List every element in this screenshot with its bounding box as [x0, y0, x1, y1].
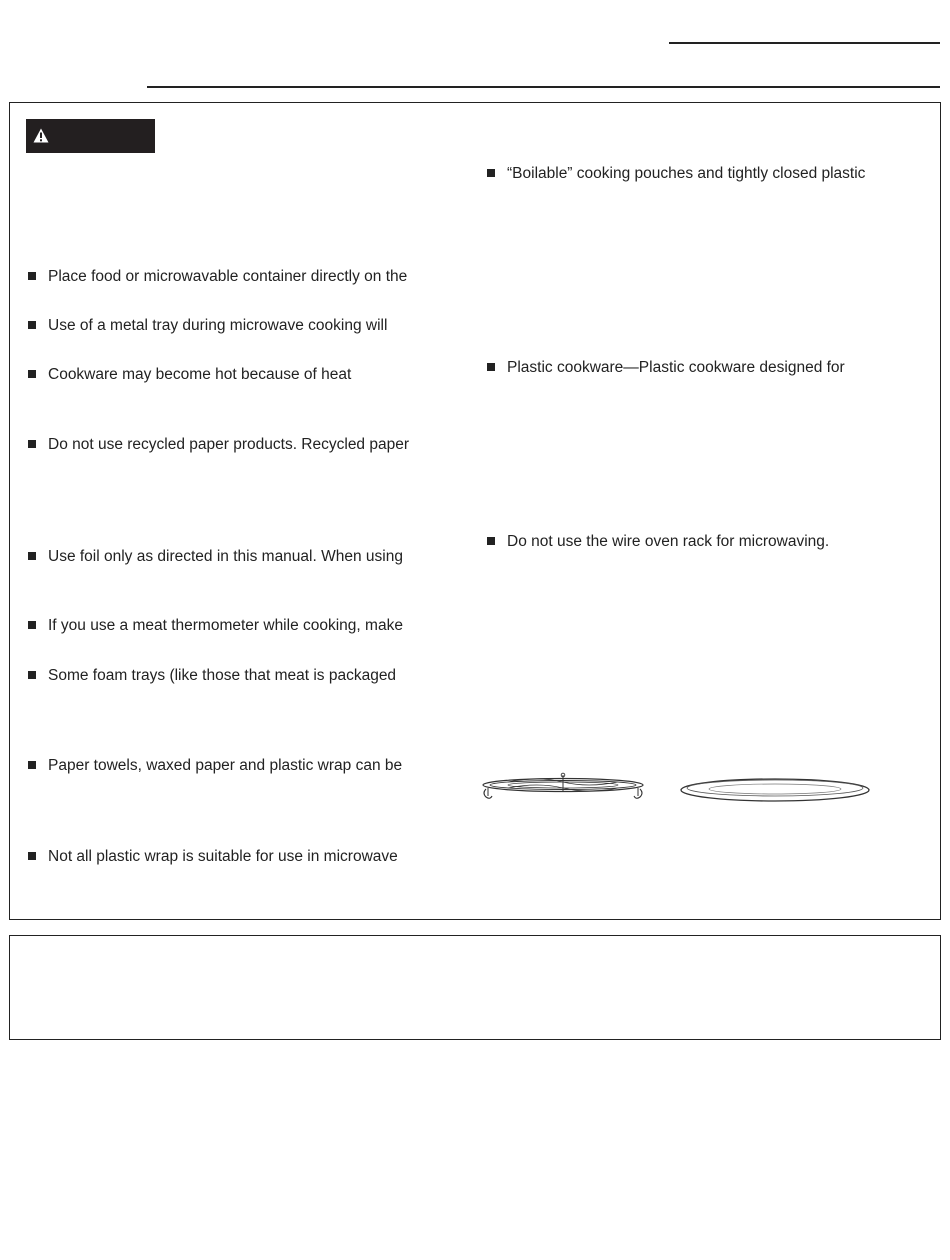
bullet-square-icon — [487, 537, 495, 545]
list-item: “Boilable” cooking pouches and tightly closed plastic — [487, 165, 865, 183]
list-item: Do not use recycled paper products. Recycled paper — [28, 436, 409, 454]
list-item: Do not use the wire oven rack for microwaving. — [487, 533, 829, 551]
bullet-square-icon — [28, 321, 36, 329]
bullet-square-icon — [28, 272, 36, 280]
bullet-square-icon — [487, 169, 495, 177]
bullet-square-icon — [28, 671, 36, 679]
bullet-square-icon — [28, 552, 36, 560]
list-item: Cookware may become hot because of heat — [28, 366, 351, 384]
bullet-square-icon — [487, 363, 495, 371]
list-item: Not all plastic wrap is suitable for use in microwave — [28, 848, 398, 866]
header-rule-short — [669, 42, 940, 44]
bullet-square-icon — [28, 440, 36, 448]
list-item: Use of a metal tray during microwave cooking will — [28, 317, 387, 335]
metal-tray-illustration — [677, 775, 873, 807]
header-rule-long — [147, 86, 940, 88]
note-box — [9, 935, 941, 1040]
list-item: Some foam trays (like those that meat is packaged — [28, 667, 396, 685]
list-item: Paper towels, waxed paper and plastic wrap can be — [28, 757, 402, 775]
bullet-square-icon — [28, 761, 36, 769]
wire-rack-illustration — [478, 770, 648, 804]
list-item: Place food or microwavable container directly on the — [28, 268, 407, 286]
list-item: If you use a meat thermometer while cooking, make — [28, 617, 403, 635]
list-item: Use foil only as directed in this manual. When using — [28, 548, 403, 566]
warning-label — [26, 119, 155, 153]
bullet-square-icon — [28, 621, 36, 629]
warning-triangle-icon — [33, 128, 49, 143]
bullet-square-icon — [28, 852, 36, 860]
list-item: Plastic cookware—Plastic cookware designed for — [487, 359, 845, 377]
bullet-square-icon — [28, 370, 36, 378]
